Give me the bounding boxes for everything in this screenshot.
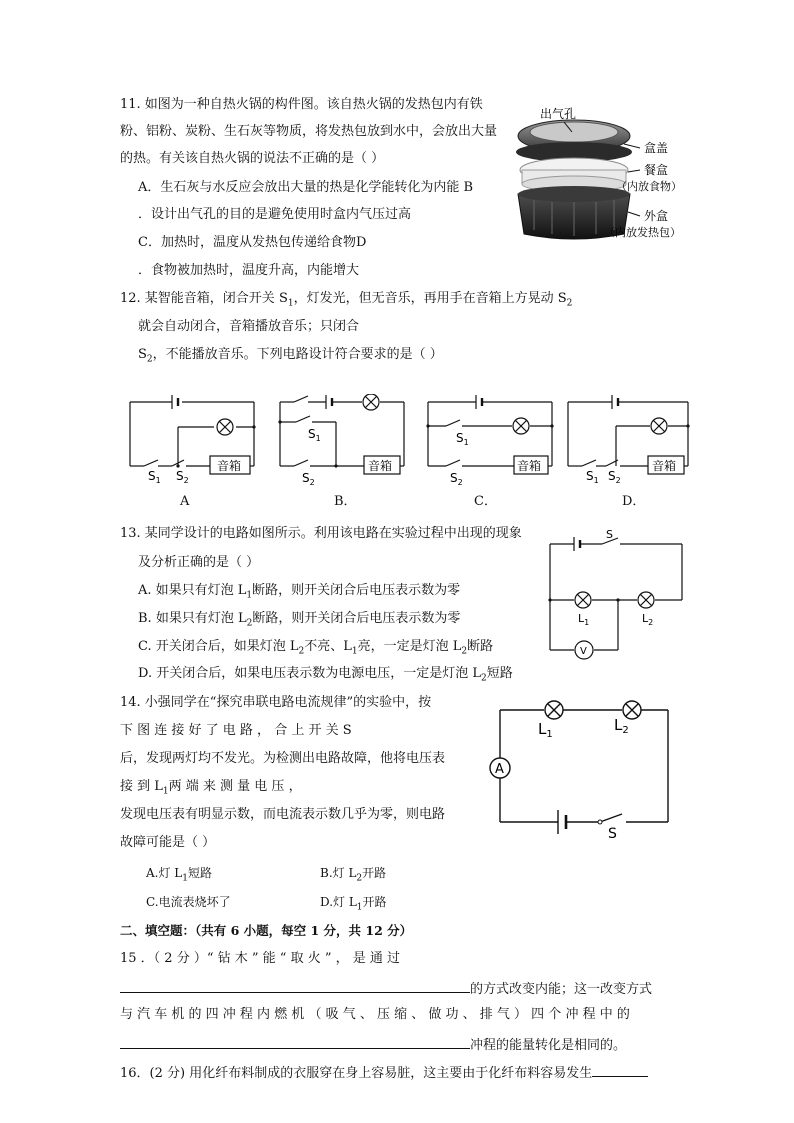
q15-line2: [120, 979, 652, 998]
q13-option-c-mid2: 亮，一定是灯泡 L: [357, 639, 462, 654]
q13-option-d-pre: D. 开关闭合后，如果电压表示数为电源电压，一定是灯泡 L: [138, 666, 481, 681]
circuit-a: [126, 394, 261, 486]
q13-option-c-post: 断路: [467, 639, 494, 654]
q13-l2-label: $L_2$: [642, 612, 654, 627]
q14-line5: 发现电压表有明显示数，而电流表示数几乎为零，则电路: [120, 807, 446, 822]
q11-option-c: C．加热时，温度从发热包传递给食物D: [138, 235, 367, 250]
q13-option-d: D. 开关闭合后，如果电压表示数为电源电压，一定是灯泡 $L_2$短路: [138, 666, 513, 684]
q14-l1-label: $L_1$: [538, 720, 553, 740]
q13-line2: 及分析正确的是（ ）: [138, 555, 260, 570]
section2-heading: 二、填空题：（共有 6 小题，每空 1 分，共 12 分）: [120, 923, 413, 938]
circuit-b: [276, 394, 411, 486]
q14-option-a-post: 短路: [188, 866, 213, 880]
circuit-a-speaker: 音箱: [217, 459, 242, 473]
q12-line3-post: ，不能播放音乐。下列电路设计符合要求的是（ ）: [152, 347, 443, 362]
lid-label: 盒盖: [644, 141, 669, 155]
q14-line4-pre: 接 到 L: [120, 779, 163, 794]
q15-line4-post: 冲程的能量转化是相同的。: [470, 1038, 627, 1053]
q16-blank-1[interactable]: [592, 1063, 648, 1077]
q13-option-b: B. 如果只有灯泡 $L_2$断路，则开关闭合后电压表示数为零: [138, 611, 461, 629]
circuit-b-speaker: 音箱: [368, 459, 393, 473]
q12-sub-2b: 2: [146, 354, 153, 365]
q11-line3: 的热。有关该自热火锅的说法不正确的是（ ）: [120, 151, 385, 166]
q11-option-d: ．食物被加热时，温度升高，内能增大: [138, 263, 360, 278]
q13-option-a-pre: A. 如果只有灯泡 L: [138, 583, 247, 598]
q13-option-a-post: 断路，则开关闭合后电压表示数为零: [252, 583, 461, 598]
q11-option-b: ．设计出气孔的目的是避免使用时盒内气压过高: [138, 207, 412, 222]
q14-option-c: C.电流表烧坏了: [146, 895, 231, 909]
q13-switch-label: S: [606, 528, 613, 541]
q14-option-d: D.灯 $L_1$开路: [320, 895, 387, 913]
hotpot-diagram: [512, 104, 712, 244]
q13-option-a: A. 如果只有灯泡 $L_1$断路，则开关闭合后电压表示数为零: [138, 583, 461, 601]
q15-blank-2[interactable]: [120, 1035, 470, 1049]
circuit-d-speaker: 音箱: [652, 459, 677, 473]
q14-option-a: A.灯 $L_1$短路: [146, 866, 213, 884]
q14-option-d-pre: D.灯 L: [320, 895, 357, 909]
circuit-c-speaker: 音箱: [517, 459, 542, 473]
q13-circuit: [544, 528, 692, 668]
circuit-b-s1-label: $S_1$: [308, 427, 321, 443]
q13-voltmeter-label: V: [580, 646, 587, 657]
q13-option-c: C. 开关闭合后，如果灯泡 $L_2$不亮、$L_1$亮，一定是灯泡 $L_2$断路: [138, 639, 494, 657]
circuit-d: [564, 394, 699, 486]
q14-line6: 故障可能是（ ）: [120, 835, 216, 850]
q13-option-c-pre: C. 开关闭合后，如果灯泡 L: [138, 639, 299, 654]
q12-line1-pre: 12. 某智能音箱，闭合开关 S: [120, 291, 288, 306]
q12-line2: 就会自动闭合，音箱播放音乐；只闭合: [138, 319, 360, 334]
q12-line1-mid: ，灯发光，但无音乐，再用手在音箱上方晃动 S: [293, 291, 567, 306]
q15-line1: 15 ．（ 2 分 ）“ 钻 木 ” 能 “ 取 火 ” ， 是 通 过: [120, 951, 401, 966]
q11-line1: 11. 如图为一种自热火锅的构件图。该自热火锅的发热包内有铁: [120, 97, 483, 112]
q13-option-b-pre: B. 如果只有灯泡 L: [138, 611, 247, 626]
q14-option-b-pre: B.灯 L: [320, 866, 357, 880]
q12-line1: [120, 291, 572, 312]
q14-line1: 14. 小强同学在“探究串联电路电流规律”的实验中，按: [120, 695, 432, 710]
circuit-a-option-label: A: [180, 494, 190, 509]
circuit-b-option-label: B．: [334, 494, 357, 509]
q13-line1: 13. 某同学设计的电路如图所示。利用该电路在实验过程中出现的现象: [120, 526, 522, 541]
q14-line4: 接 到 $L_1$两 端 来 测 量 电 压 ，: [120, 779, 302, 797]
circuit-a-s2-label: $S_2$: [176, 469, 189, 485]
circuit-d-s2-label: $S_2$: [608, 469, 621, 485]
q14-circuit: [486, 698, 676, 840]
q13-option-d-post: 短路: [486, 666, 513, 681]
q12-sub-2a: 2: [566, 298, 573, 309]
q14-switch-label: S: [608, 826, 617, 840]
circuit-c-s2-label: $S_2$: [450, 471, 463, 486]
q14-option-b: B.灯 $L_2$开路: [320, 866, 387, 884]
circuit-c: [424, 394, 559, 486]
q15-line2-post: 的方式改变内能；这一改变方式: [470, 982, 653, 997]
q15-line4: [120, 1035, 626, 1054]
q14-option-a-pre: A.灯 L: [146, 866, 183, 880]
q12-line3: [138, 347, 443, 368]
q15-line3: 与 汽 车 机 的 四 冲 程 内 燃 机 （ 吸 气 、 压 缩 、 做 功 、 排 气 ） 四 个 冲 程 中 的: [120, 1007, 630, 1022]
outer-box-label: 外盒: [644, 209, 669, 223]
q16-line1: [120, 1063, 648, 1082]
vent-label: 出气孔: [540, 107, 577, 121]
q13-option-c-mid1: 不亮、L: [304, 639, 352, 654]
q14-line4-post: 两 端 来 测 量 电 压 ，: [168, 779, 302, 794]
q16-text: 16．(2 分) 用化纤布料制成的衣服穿在身上容易脏，这主要由于化纤布料容易发生: [120, 1066, 593, 1081]
circuit-c-option-label: C．: [474, 494, 497, 509]
outer-box-note: （内放发热包）: [604, 226, 681, 239]
circuit-d-option-label: D．: [622, 494, 646, 509]
q12-sub-1a: 1: [287, 298, 294, 309]
q14-option-d-post: 开路: [362, 895, 387, 909]
meal-box-label: 餐盒: [644, 163, 669, 177]
q14-line3: 后，发现两灯均不发光。为检测出电路故障，他将电压表: [120, 751, 446, 766]
q12-line3-pre: S: [138, 347, 147, 362]
q11-option-a: A．生石灰与水反应会放出大量的热是化学能转化为内能 B: [138, 180, 474, 195]
circuit-b-s2-label: $S_2$: [302, 471, 315, 486]
q14-line2: 下 图 连 接 好 了 电 路 ， 合 上 开 关 S: [120, 723, 352, 738]
circuit-a-s1-label: $S_1$: [148, 469, 161, 485]
q13-l1-label: $L_1$: [578, 612, 590, 627]
q14-l2-label: $L_2$: [614, 716, 629, 736]
q14-ammeter-label: A: [495, 762, 504, 777]
q11-line2: 粉、铝粉、炭粉、生石灰等物质，将发热包放到水中，会放出大量: [120, 124, 498, 139]
lid-shape: [516, 120, 632, 162]
circuit-c-s1-label: $S_1$: [456, 431, 469, 447]
meal-box-note: （内放食物）: [616, 180, 682, 193]
q15-blank-1[interactable]: [120, 979, 470, 993]
q13-option-b-post: 断路，则开关闭合后电压表示数为零: [252, 611, 461, 626]
q14-option-b-post: 开路: [362, 866, 387, 880]
circuit-d-s1-label: $S_1$: [586, 469, 599, 485]
